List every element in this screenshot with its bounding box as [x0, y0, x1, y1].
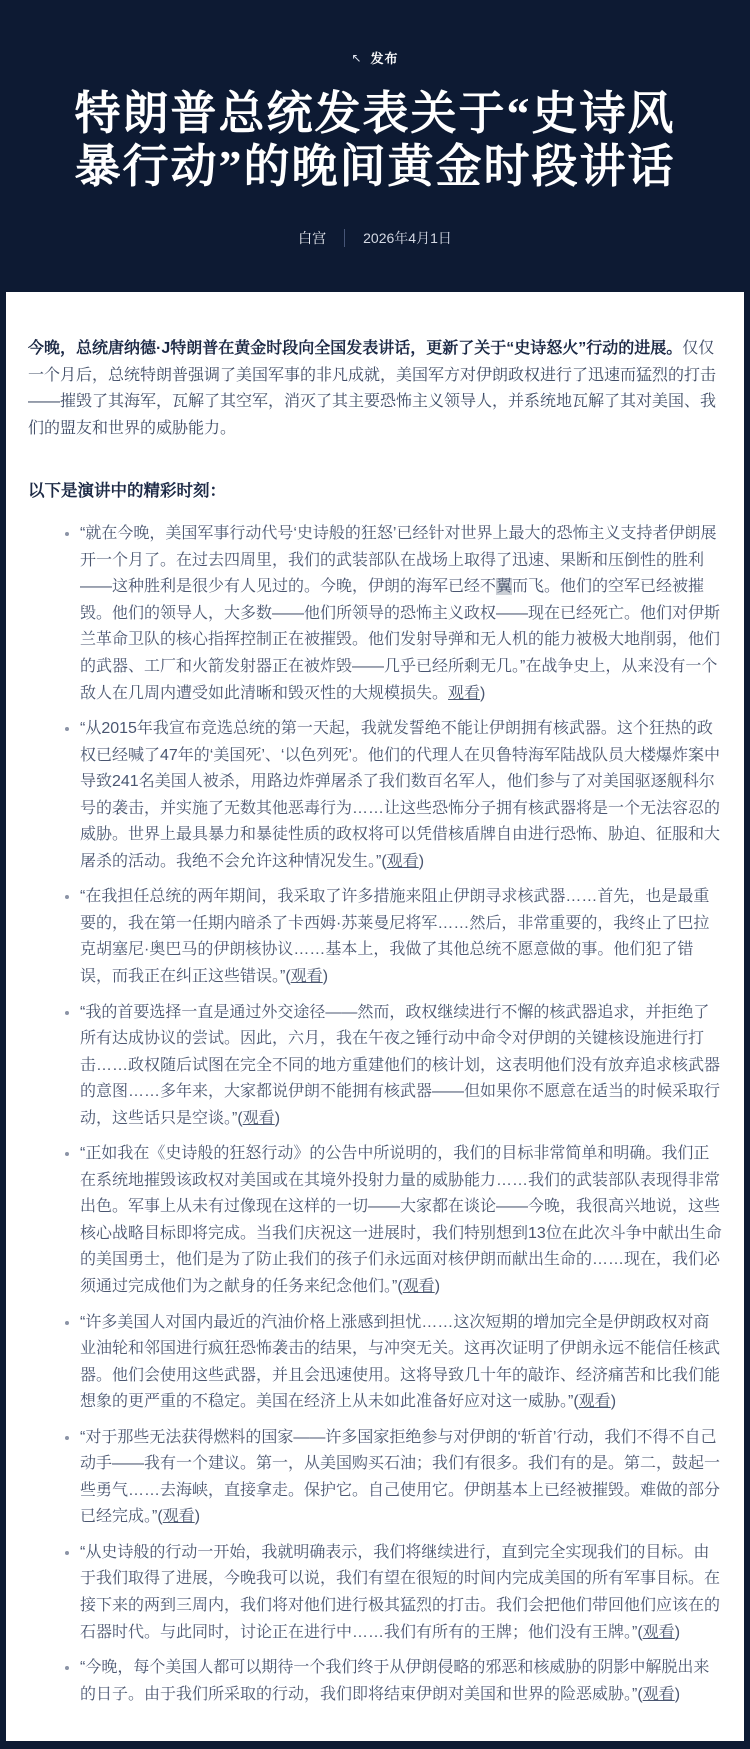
- watch-link[interactable]: 观看: [642, 1685, 675, 1703]
- list-item: [80, 1425, 722, 1531]
- closing-paren: ): [610, 1393, 617, 1411]
- quote-text: “从2015年我宣布竞选总统的第一天起，我就发誓绝不能让伊朗拥有核武器。这个狂热的政权已经喊了47年的‘美国死’、‘以色列死’。他们的代理人在贝鲁特海军陆战队员大楼爆炸案中导致241名美国人被杀，用路边炸弹屠杀了我们数百名军人，他们参与了对美国驱逐舰科尔号的袭击，并实施了无数其他恶毒行为……让这些恐怖分子拥有核武器将是一个无法容忍的威胁。世界上最具暴力和暴徒性质的政权将可以凭借核盾牌自由进行恐怖、胁迫、征服和大屠杀的活动。我绝不会允许这种情况发生。”(: [80, 720, 721, 870]
- watch-link[interactable]: 观看: [578, 1393, 611, 1411]
- source-label: 白宫: [298, 229, 327, 246]
- title-line-1: 特朗普总统发表关于“史诗风: [74, 88, 676, 139]
- watch-link[interactable]: 观看: [162, 1508, 195, 1526]
- highlights-list: [28, 521, 722, 1708]
- list-item: [80, 1141, 722, 1300]
- lead-rest-text: 仅仅一个月后，总统特朗普强调了美国军事的非凡成就，美国军方对伊朗政权进行了迅速而猛烈的打击——摧毁了其海军，瓦解了其空军，消灭了其主要恐怖主义领导人，并系统地瓦解了其对美国、我们的盟友和世界的威胁能力。: [28, 339, 717, 438]
- article-header: [0, 0, 750, 292]
- highlights-heading: 以下是演讲中的精彩时刻：: [28, 482, 226, 501]
- list-item: [80, 1000, 722, 1133]
- article-body: [6, 292, 744, 1741]
- release-link[interactable]: [351, 48, 398, 67]
- quote-text: “今晚，每个美国人都可以期待一个我们终于从伊朗侵略的邪恶和核威胁的阴影中解脱出来的日子。由于我们所采取的行动，我们即将结束伊朗对美国和世界的险恶威胁。”(: [80, 1659, 710, 1703]
- title-line-2: 暴行动”的晚间黄金时段讲话: [74, 141, 676, 193]
- lead-paragraph: [28, 336, 722, 444]
- closing-paren: ): [674, 1623, 681, 1641]
- highlighted-char: 翼: [496, 578, 513, 596]
- closing-paren: ): [480, 684, 486, 702]
- release-label: 发布: [370, 51, 399, 66]
- watch-link[interactable]: 观看: [642, 1623, 675, 1641]
- watch-link[interactable]: 观看: [386, 852, 419, 870]
- quote-text: “我的首要选择一直是通过外交途径——然而，政权继续进行不懈的核武器追求，并拒绝了所有达成协议的尝试。因此，六月，我在午夜之锤行动中命令对伊朗的关键核设施进行打击……政权随后试图在完全不同的地方重建他们的核计划，这表明他们没有放弃追求核武器的意图……多年来，大家都说伊朗不能拥有核武器——但如果你不愿意在适当的时候采取行动，这些话只是空谈。”(: [80, 1003, 721, 1127]
- list-item: [80, 1655, 722, 1708]
- watch-link[interactable]: 观看: [242, 1109, 275, 1127]
- closing-paren: ): [418, 852, 425, 870]
- watch-link[interactable]: 观看: [402, 1277, 435, 1295]
- quote-text: “从史诗般的行动一开始，我就明确表示，我们将继续进行，直到完全实现我们的目标。由于我们取得了进展，今晚我可以说，我们有望在很短的时间内完成美国的所有军事目标。在接下来的两到三周内，我们将对他们进行极其猛烈的打击。我们会把他们带回他们应该在的石器时代。与此同时，讨论正在进行中……我们有所有的王牌；他们没有王牌。”(: [80, 1543, 721, 1641]
- list-item: [80, 1310, 722, 1416]
- article-meta: [20, 228, 730, 292]
- quote-text: “就在今晚，美国军事行动代号‘史诗般的狂怒’已经针对世界上最大的恐怖主义支持者伊朗展开一个月了。在过去四周里，我们的武装部队在战场上取得了迅速、果断和压倒性的胜利——这种胜利是很少有人见过的。今晚，伊朗的海军已经不: [80, 525, 717, 596]
- list-item: [80, 716, 722, 875]
- quote-text-continued: 而飞。他们的空军已经被摧毁。他们的领导人，大多数——他们所领导的恐怖主义政权——现在已经死亡。他们对伊斯兰革命卫队的核心指挥控制正在被摧毁。他们发射导弹和无人机的能力被极大地削弱，他们的武器、工厂和火箭发射器正在被炸毁——几乎已经所剩无几。”在战争史上，从来没有一个敌人在几周内遭受如此清晰和毁灭性的大规模损失。: [80, 578, 721, 702]
- watch-link[interactable]: 观看: [290, 967, 323, 985]
- closing-paren: ): [434, 1277, 441, 1295]
- page-title: [20, 87, 730, 194]
- list-item: [80, 521, 722, 707]
- closing-paren: ): [274, 1109, 281, 1127]
- quote-text: “对于那些无法获得燃料的国家——许多国家拒绝参与对伊朗的‘斩首’行动，我们不得不自己动手——我有一个建议。第一，从美国购买石油；我们有很多。我们有的是。第二，鼓起一些勇气……去海峡，直接拿走。保护它。自己使用它。伊朗基本上已经被摧毁。难做的部分已经完成。”(: [80, 1428, 721, 1526]
- watch-link[interactable]: 观看: [448, 684, 481, 702]
- list-item: [80, 1540, 722, 1646]
- article-date: 2026年4月1日: [363, 229, 452, 246]
- lead-bold-text: 今晚，总统唐纳德·J特朗普在黄金时段向全国发表讲话，更新了关于“史诗怒火”行动的进展。: [28, 339, 683, 357]
- closing-paren: ): [194, 1508, 201, 1526]
- closing-paren: ): [674, 1685, 681, 1703]
- quote-text: “许多美国人对国内最近的汽油价格上涨感到担忧……这次短期的增加完全是伊朗政权对商业油轮和邻国进行疯狂恐怖袭击的结果，与冲突无关。这再次证明了伊朗永远不能信任核武器。他们会使用这些武器，并且会迅速使用。这将导致几十年的敲诈、经济痛苦和比我们能想象的更严重的不稳定。美国在经济上从未如此准备好应对这一威胁。”(: [80, 1313, 721, 1411]
- closing-paren: ): [322, 967, 329, 985]
- list-item: [80, 884, 722, 990]
- quote-text: “正如我在《史诗般的狂怒行动》的公告中所说明的，我们的目标非常简单和明确。我们正在系统地摧毁该政权对美国或在其境外投射力量的威胁能力……我们的武装部队表现得非常出色。军事上从未有过像现在这样的一切——大家都在谈论——今晚，我很高兴地说，这些核心战略目标即将完成。当我们庆祝这一进展时，我们特别想到13位在此次斗争中献出生命的美国勇士，他们是为了防止我们的孩子们永远面对核伊朗而献出生命的……现在，我们必须通过完成他们为之献身的任务来纪念他们。”(: [80, 1145, 722, 1295]
- meta-divider: [344, 229, 345, 247]
- arrow-up-left-icon: ↖: [351, 50, 363, 65]
- quote-text: “在我担任总统的两年期间，我采取了许多措施来阻止伊朗寻求核武器……首先，也是最重要的，我在第一任期内暗杀了卡西姆·苏莱曼尼将军……然后，非常重要的，我终止了巴拉克胡塞尼·奥巴马的伊朗核协议……基本上，我做了其他总统不愿意做的事。他们犯了错误，而我正在纠正这些错误。”(: [80, 888, 710, 985]
